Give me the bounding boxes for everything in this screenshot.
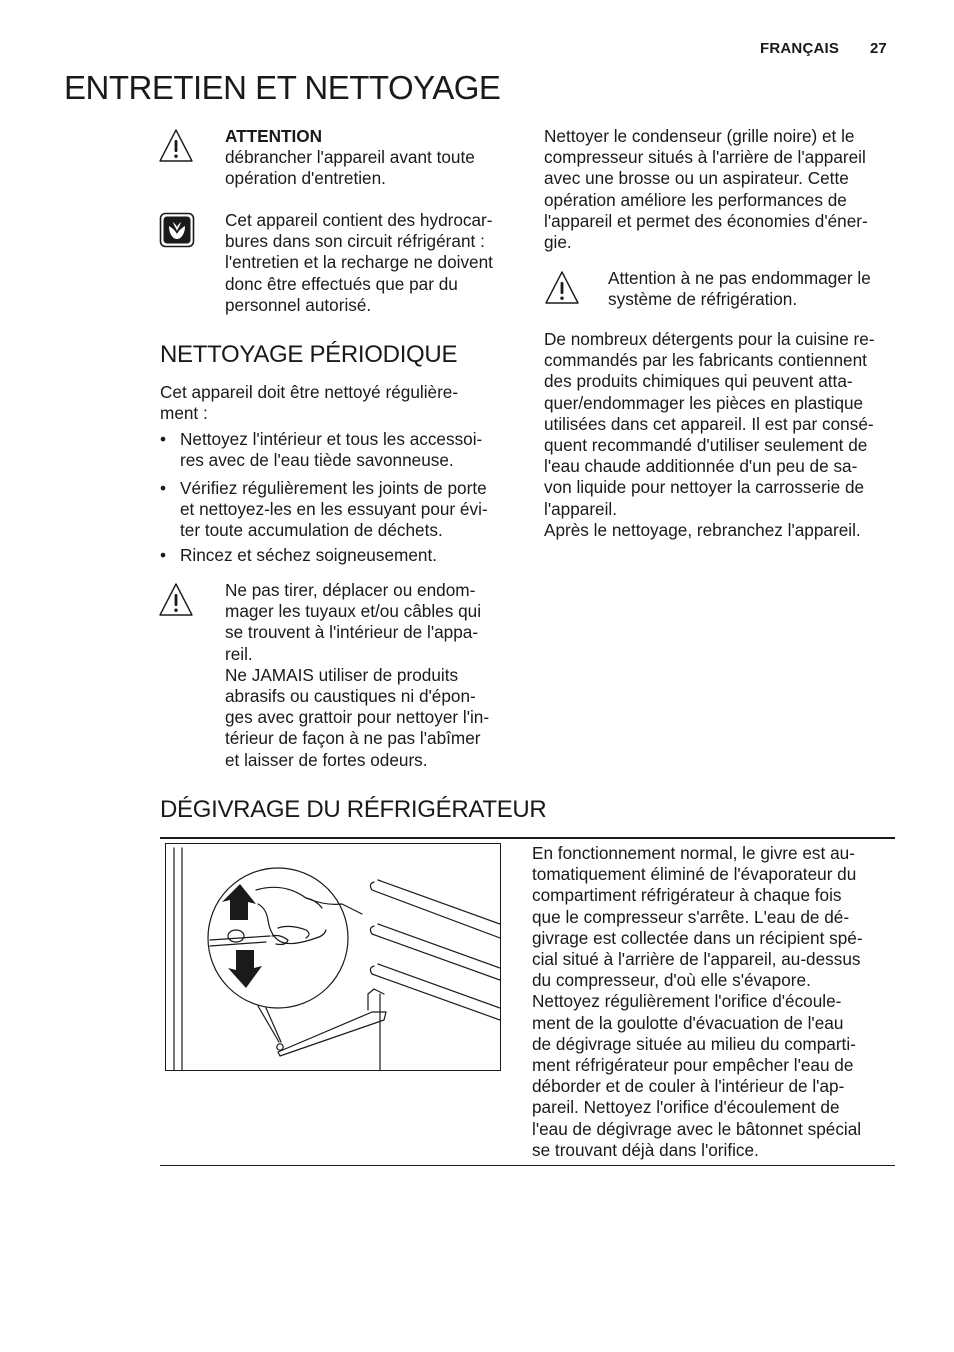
- header-language: FRANÇAIS: [760, 40, 840, 57]
- section-heading-defrosting: DÉGIVRAGE DU RÉFRIGÉRATEUR: [160, 796, 547, 823]
- text-line: pareil. Nettoyez l'orifice d'écoulement de: [532, 1097, 840, 1118]
- table-bottom-rule: [160, 1165, 895, 1166]
- text-line: Nettoyez l'intérieur et tous les accessoi-: [180, 429, 483, 449]
- text-line: quent recommandé d'utiliser seulement de: [544, 435, 868, 456]
- text-line: déborder et de couler à l'intérieur de l'ap-: [532, 1076, 845, 1097]
- refrigeration-caution: [608, 268, 871, 310]
- text-line: Après le nettoyage, rebranchez l'appareil.: [544, 519, 861, 540]
- text-line: opération améliore les performances de: [544, 189, 847, 210]
- text-line: reil.: [225, 643, 253, 664]
- bullet-mark: •: [160, 429, 167, 449]
- page-number: 27: [870, 40, 887, 57]
- defrost-drain-figure: [165, 843, 501, 1071]
- text-line: givrage est collectée dans un récipient spé-: [532, 927, 863, 948]
- text-line: opération d'entretien.: [225, 168, 386, 189]
- text-line: l'eau chaude additionnée d'un peu de sa-: [544, 456, 858, 477]
- text-line: Rincez et séchez soigneusement.: [180, 545, 437, 565]
- text-line: l'entretien et la recharge ne doivent: [225, 252, 493, 273]
- text-line: système de réfrigération.: [608, 289, 798, 310]
- bullet-mark: •: [160, 478, 167, 498]
- condenser-paragraph: [544, 126, 868, 253]
- text-line: l'eau de dégivrage avec le bâtonnet spécial: [532, 1118, 862, 1139]
- warning-triangle-icon: [158, 582, 194, 618]
- text-line: Ne JAMAIS utiliser de produits: [225, 664, 459, 685]
- text-line: Nettoyer le condenseur (grille noire) et le: [544, 126, 855, 146]
- detergents-paragraph: [544, 329, 875, 541]
- text-line: de dégivrage située au milieu du comparti-: [532, 1033, 856, 1054]
- text-line: avec une brosse ou un aspirateur. Cette: [544, 168, 849, 189]
- text-line: ment réfrigérateur pour empêcher l'eau de: [532, 1055, 854, 1076]
- text-line: compartiment réfrigérateur à chaque fois: [532, 885, 842, 906]
- text-line: Cet appareil contient des hydrocar-: [225, 210, 493, 230]
- section-heading-periodic-cleaning: NETTOYAGE PÉRIODIQUE: [160, 341, 458, 368]
- bullet-item: [160, 429, 520, 471]
- defrost-drain-cleaning-illustration: [166, 844, 500, 1070]
- periodic-intro: [160, 382, 458, 424]
- text-line: res avec de l'eau tiède savonneuse.: [180, 450, 454, 471]
- text-line: quer/endommager les pièces en plastique: [544, 392, 864, 413]
- bullet-mark: •: [160, 545, 167, 565]
- bullet-item: [160, 478, 520, 542]
- text-line: l'appareil et permet des économies d'éner-: [544, 210, 868, 231]
- text-line: et nettoyez-les en les essuyant pour évi-: [180, 499, 488, 520]
- text-line: commandés par les fabricants contiennent: [544, 350, 867, 371]
- text-line: cial situé à l'arrière de l'appareil, au-dessus: [532, 949, 861, 970]
- text-line: mager les tuyaux et/ou câbles qui: [225, 601, 482, 622]
- page-title: ENTRETIEN ET NETTOYAGE: [64, 69, 501, 106]
- text-line: De nombreux détergents pour la cuisine re-: [544, 329, 875, 349]
- text-line: ter toute accumulation de déchets.: [180, 520, 443, 541]
- text-line: bures dans son circuit réfrigérant :: [225, 231, 485, 252]
- text-line: que le compresseur s'arrête. L'eau de dé-: [532, 906, 850, 927]
- text-line: l'appareil.: [544, 498, 618, 519]
- text-line: donc être effectués que par du: [225, 273, 458, 294]
- text-line: du compresseur, d'où elle s'évapore.: [532, 970, 811, 991]
- text-line: Cet appareil doit être nettoyé régulière-: [160, 382, 459, 402]
- text-line: se trouvent à l'intérieur de l'appa-: [225, 622, 479, 643]
- warning-triangle-icon: [158, 128, 194, 164]
- handling-warning: [225, 580, 489, 771]
- text-line: ment :: [160, 403, 208, 424]
- attention-note: [225, 126, 475, 190]
- defrosting-paragraph: [532, 843, 863, 1161]
- text-line: utilisées dans cet appareil. Il est par consé-: [544, 413, 874, 434]
- text-line: personnel autorisé.: [225, 294, 372, 315]
- text-line: se trouvant déjà dans l'orifice.: [532, 1139, 759, 1160]
- environment-note: [225, 210, 493, 316]
- text-line: Nettoyez régulièrement l'orifice d'écoule-: [532, 991, 842, 1012]
- text-line: ges avec grattoir pour nettoyer l'in-: [225, 707, 490, 728]
- text-line: des produits chimiques qui peuvent atta-: [544, 371, 853, 392]
- text-line: gie.: [544, 232, 572, 253]
- warning-triangle-icon: [544, 270, 580, 306]
- text-line: von liquide pour nettoyer la carrosserie de: [544, 477, 865, 498]
- text-line: et laisser de fortes odeurs.: [225, 749, 428, 770]
- text-line: abrasifs ou caustiques ni d'épon-: [225, 686, 476, 707]
- text-line: Ne pas tirer, déplacer ou endom-: [225, 580, 476, 600]
- text-line: térieur de façon à ne pas l'abîmer: [225, 728, 481, 749]
- text-line: Vérifiez régulièrement les joints de porte: [180, 478, 487, 498]
- table-top-rule: [160, 837, 895, 839]
- recycling-environment-icon: [159, 212, 195, 248]
- attention-heading: ATTENTION: [225, 126, 323, 146]
- text-line: ment de la goulotte d'évacuation de l'eau: [532, 1012, 844, 1033]
- text-line: Attention à ne pas endommager le: [608, 268, 871, 288]
- text-line: compresseur situés à l'arrière de l'appareil: [544, 147, 866, 168]
- text-line: débrancher l'appareil avant toute: [225, 147, 475, 168]
- bullet-item: [160, 545, 520, 566]
- text-line: tomatiquement éliminé de l'évaporateur du: [532, 864, 857, 885]
- text-line: En fonctionnement normal, le givre est au-: [532, 843, 855, 863]
